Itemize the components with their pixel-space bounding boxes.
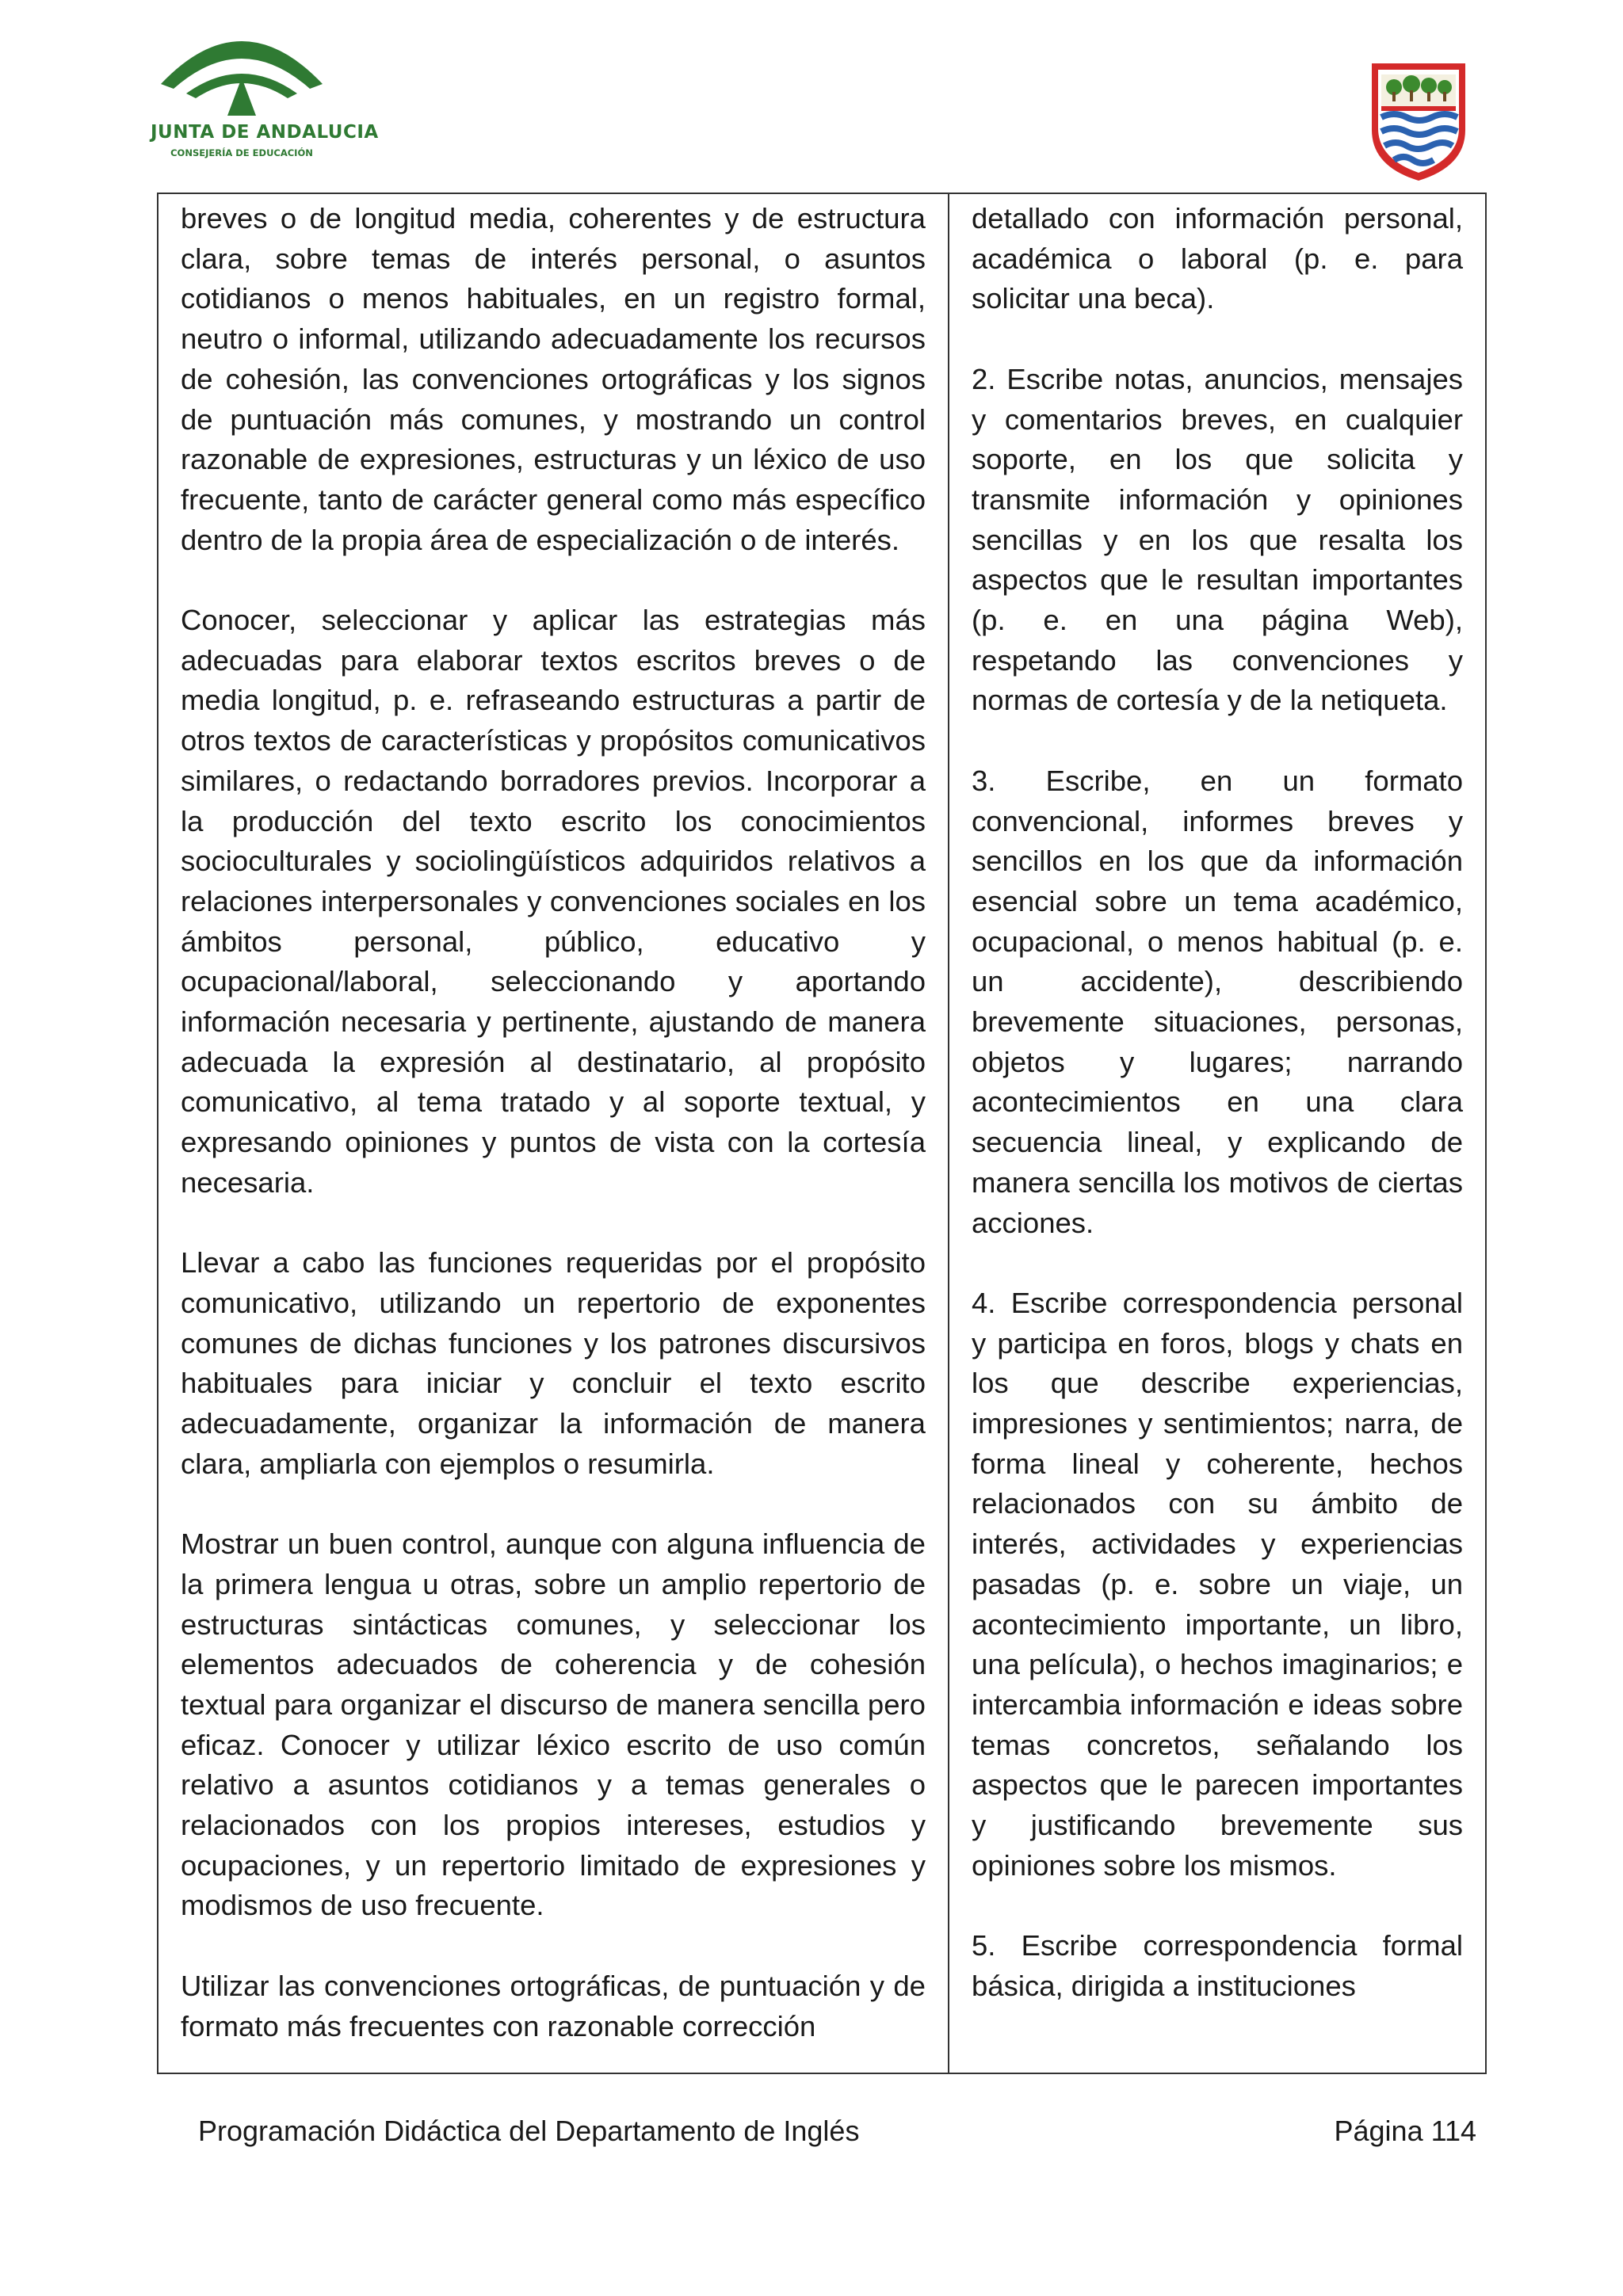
left-paragraph: Llevar a cabo las funciones requeridas por el propósito comunicativo, utilizando un repertorio de exponentes comunes de dichas funciones y los patrones discursivos habituales para iniciar y concluir el texto escrito adecuadamente, organizar la información de manera clara, ampliarla con ejemplos o resumirla. [181, 1246, 926, 1480]
evaluation-criteria-cell [158, 193, 949, 2073]
left-paragraph: Mostrar un buen control, aunque con alguna influencia de la primera lengua u otras, sobre un amplio repertorio de estructuras sintácticas comunes, y seleccionar los elementos adecuados de coherencia y de cohesión textual para organizar el discurso de manera sencilla pero eficaz. Conocer y utilizar léxico escrito de uso común relativo a asuntos cotidianos y a temas generales o relacionados con los propios intereses, estudios y ocupaciones, y un repertorio limitado de expresiones y modismos de uso frecuente. [181, 1527, 926, 1922]
page-number: Página 114 [1334, 2115, 1476, 2147]
learning-standards-cell [949, 193, 1486, 2073]
criteria-standards-table [157, 193, 1487, 2074]
logo-title: JUNTA DE ANDALUCIA [151, 122, 379, 143]
right-paragraph: 4. Escribe correspondencia personal y participa en foros, blogs y chats en los que describe experiencias, impresiones y sentimientos; narra, de forma lineal y coherente, hechos relacionados con su ámbito de interés, actividades y experiencias pasadas (p. e. sobre un viaje, un acontecimiento importante, un libro, una película), o hechos imaginarios; e intercambia información e ideas sobre temas concretos, señalando los aspectos que le parecen importantes y justificando brevemente sus opiniones sobre los mismos. [972, 1286, 1463, 1882]
right-paragraph: 5. Escribe correspondencia formal básica, dirigida a instituciones [972, 1929, 1463, 2002]
left-cell-content [181, 194, 926, 2046]
footer-title: Programación Didáctica del Departamento de Inglés [198, 2115, 860, 2147]
junta-andalucia-logo [151, 22, 379, 165]
right-paragraph: 2. Escribe notas, anuncios, mensajes y comentarios breves, en cualquier soporte, en los que solicita y transmite información y opiniones sencillas y en los que resalta los aspectos que le resultan importantes (p. e. en una página Web), respetando las convenciones y normas de cortesía y de la netiqueta. [972, 362, 1463, 717]
left-paragraph: Utilizar las convenciones ortográficas, de puntuación y de formato más frecuentes con razonable corrección [181, 1969, 926, 2042]
right-cell-content [972, 194, 1463, 2007]
right-paragraph: 3. Escribe, en un formato convencional, informes breves y sencillos en los que da información esencial sobre un tema académico, ocupacional, o menos habitual (p. e. un accidente), describiendo brevemente situaciones, personas, objetos y lugares; narrando acontecimientos en una clara secuencia lineal, y explicando de manera sencilla los motivos de ciertas acciones. [972, 764, 1463, 1239]
left-paragraph: Conocer, seleccionar y aplicar las estrategias más adecuadas para elaborar textos escritos breves o de media longitud, p. e. refraseando estructuras a partir de otros textos de características y propósitos comunicativos similares, o redactando borradores previos. Incorporar a la producción del texto escrito los conocimientos socioculturales y sociolingüísticos adquiridos relativos a relaciones interpersonales y convenciones sociales en los ámbitos personal, público, educativo y ocupacional/laboral, seleccionando y aportando información necesaria y pertinente, ajustando de manera adecuada la expresión al destinatario, al propósito comunicativo, al tema tratado y al soporte textual, y expresando opiniones y puntos de vista con la cortesía necesaria. [181, 604, 926, 1199]
table-row [158, 193, 1486, 2073]
left-paragraph: breves o de longitud media, coherentes y de estructura clara, sobre temas de interés personal, o asuntos cotidianos o menos habituales, en un registro formal, neutro o informal, utilizando adecuadamente los recursos de cohesión, las convenciones ortográficas y los signos de puntuación más comunes, y mostrando un control razonable de expresiones, estructuras y un léxico de uso frecuente, tanto de carácter general como más específico dentro de la propia área de especialización o de interés. [181, 202, 926, 556]
logo-subtitle: CONSEJERÍA DE EDUCACIÓN [170, 147, 313, 158]
school-crest-logo [1367, 57, 1470, 184]
right-paragraph: detallado con información personal, académica o laboral (p. e. para solicitar una beca). [972, 202, 1463, 315]
school-crest-icon [1367, 57, 1470, 184]
junta-andalucia-emblem-icon [155, 22, 329, 121]
